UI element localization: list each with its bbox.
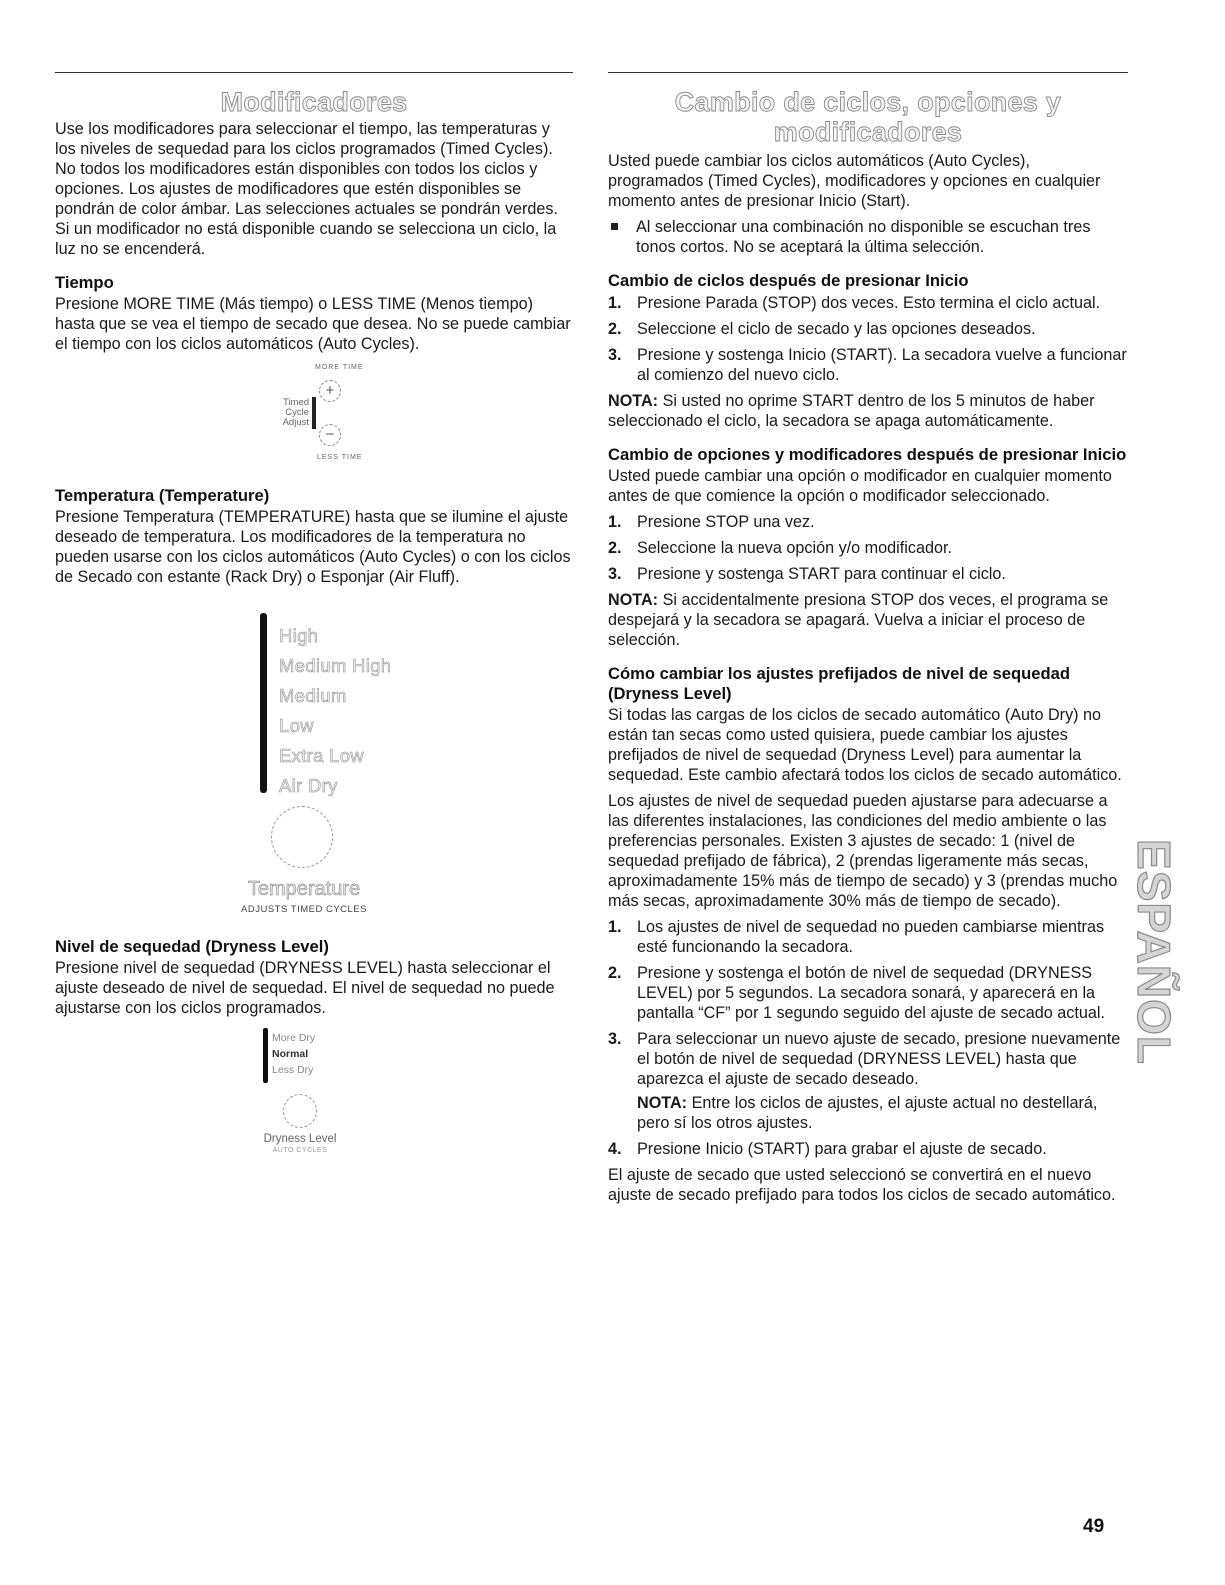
section-title-cambio: Cambio de ciclos, opciones y modificadores [674, 87, 1062, 147]
list-item: 4. Presione Inicio (START) para grabar el ajuste de secado. [608, 1140, 1047, 1158]
section2-intro: Usted puede cambiar una opción o modificador en cualquier momento antes de que comience la opción o modificador seleccionado. [608, 467, 1112, 505]
note-paragraph: NOTA: Si accidentalmente presiona STOP dos veces, el programa se despejará y la secadora se apagará. Vuelva a iniciar el proceso de selección. [608, 591, 1109, 649]
indicator-bar [260, 613, 267, 793]
list-item: 2. Presione y sostenga el botón de nivel de sequedad (DRYNESS LEVEL) por 5 segundos. La secadora sonará, y aparecerá en la pantalla “CF” por 1 segundo seguido del ajuste de secado actual. [608, 964, 1105, 1022]
heading-cambio-ciclos: Cambio de ciclos después de presionar Inicio [608, 271, 969, 290]
temperature-options [279, 621, 391, 801]
language-side-tab: ESPAÑOL [1128, 839, 1181, 1065]
tiempo-paragraph: Presione MORE TIME (Más tiempo) o LESS TIME (Menos tiempo) hasta que se vea el tiempo de secado que desea. No se puede cambiar el tiempo con los ciclos automáticos (Auto Cycles). [55, 295, 571, 353]
list-item: 2. Seleccione el ciclo de secado y las opciones deseados. [608, 320, 1036, 338]
steps-list [608, 512, 1128, 584]
indicator-bar [263, 1028, 268, 1083]
nivel-sequedad-paragraph: Presione nivel de sequedad (DRYNESS LEVEL) hasta seleccionar el ajuste deseado de nivel de sequedad. El nivel de sequedad no puede ajustarse con los ciclos programados. [55, 959, 555, 1017]
list-item: 1. Presione Parada (STOP) dos veces. Esto termina el ciclo actual. [608, 294, 1101, 312]
steps-list [608, 917, 1128, 1159]
heading-nivel-sequedad: Nivel de sequedad (Dryness Level) [55, 937, 329, 956]
temp-option: High [279, 625, 319, 646]
square-bullet-icon [611, 223, 618, 230]
temperature-button-sublabel: ADJUSTS TIMED CYCLES [241, 904, 367, 915]
dryness-option: Normal [272, 1048, 309, 1060]
temperature-illustration [55, 593, 573, 923]
intro-paragraph: Use los modificadores para seleccionar el tiempo, las temperaturas y los niveles de sequedad para los ciclos programados (Timed Cycles). No todos los modificadores están disponibles con todos los ciclos y opciones. Los ajustes de modificadores que estén disponibles se pondrán de color ámbar. Las selecciones actuales se pondrán verdes. Si un modificador no está disponible cuando se selecciona un ciclo, la luz no se encenderá. [55, 120, 559, 258]
left-column [55, 72, 573, 1176]
dryness-option: Less Dry [272, 1064, 314, 1076]
heading-cambio-opciones: Cambio de opciones y modificadores después de presionar Inicio [608, 445, 1127, 464]
list-item: 3. Presione y sostenga Inicio (START). La secadora vuelve a funcionar al comienzo del nuevo ciclo. [608, 346, 1127, 384]
list-item: 1. Los ajustes de nivel de sequedad no pueden cambiarse mientras esté funcionando la secadora. [608, 918, 1105, 956]
timed-cycle-adjust-label: Timed Cycle Adjust [282, 397, 309, 428]
closing-paragraph: El ajuste de secado que usted seleccionó se convertirá en el nuevo ajuste de secado prefijado para todos los ciclos de secado automático. [608, 1166, 1116, 1204]
dryness-button-label: Dryness Level [263, 1133, 337, 1145]
temperature-button-label: Temperature [247, 878, 361, 900]
top-rule [55, 72, 573, 73]
less-time-label: LESS TIME [317, 454, 363, 461]
section3-paragraph-2: Los ajustes de nivel de sequedad pueden ajustarse para adecuarse a las diferentes instalaciones, las condiciones del medio ambiente o las preferencias personales. Existen 3 ajustes de secado: 1 (nivel de sequedad prefijado de fábrica), 2 (prendas ligeramente más secas, aproximadamente 15% más de tiempo de secado) y 3 (prendas mucho más secas, aproximadamente 30% más de tiempo de secado). [608, 792, 1118, 910]
temp-option: Medium High [279, 655, 392, 676]
intro-paragraph: Usted puede cambiar los ciclos automáticos (Auto Cycles), programados (Timed Cycles), modificadores y opciones en cualquier momento antes de presionar Inicio (Start). [608, 152, 1101, 210]
heading-temperatura: Temperatura (Temperature) [55, 486, 270, 505]
more-time-label: MORE TIME [315, 364, 364, 371]
plus-icon: + [319, 380, 341, 402]
top-rule [608, 72, 1128, 73]
bullet-item: Al seleccionar una combinación no disponible se escuchan tres tonos cortos. No se aceptará la última selección. [608, 217, 1128, 257]
heading-ajustes-prefijados: Cómo cambiar los ajustes prefijados de nivel de sequedad (Dryness Level) [608, 664, 1070, 703]
temp-option: Air Dry [279, 775, 338, 796]
page-number: 49 [1083, 1516, 1105, 1537]
list-item: 1. Presione STOP una vez. [608, 513, 815, 531]
list-item: 3. Para seleccionar un nuevo ajuste de secado, presione nuevamente el botón de nivel de sequedad (DRYNESS LEVEL) hasta que aparezca el ajuste de secado deseado. NOTA: Entre los ciclos de ajustes, el ajuste actual no destellará, pero sí los otros ajustes. [608, 1029, 1128, 1133]
temp-option: Low [279, 715, 314, 736]
indicator-bar [312, 397, 316, 429]
dryness-button-sublabel: AUTO CYCLES [272, 1147, 328, 1154]
temp-option: Extra Low [279, 745, 364, 766]
list-item: 3. Presione y sostenga START para continuar el ciclo. [608, 565, 1006, 583]
right-column [608, 72, 1128, 1211]
list-item: 2. Seleccione la nueva opción y/o modificador. [608, 539, 952, 557]
note-paragraph: NOTA: Si usted no oprime START dentro de los 5 minutos de haber seleccionado el ciclo, la secadora se apaga automáticamente. [608, 392, 1095, 430]
dryness-option: More Dry [272, 1032, 316, 1044]
section3-paragraph-1: Si todas las cargas de los ciclos de secado automático (Auto Dry) no están tan secas como usted quisiera, puede cambiar los ajustes prefijados de nivel de sequedad (Dryness Level) para aumentar la sequedad. Este cambio afectará todos los ciclos de secado automático. [608, 706, 1122, 784]
dryness-button-icon [283, 1094, 317, 1128]
heading-tiempo: Tiempo [55, 273, 114, 292]
dryness-options [272, 1030, 315, 1078]
temp-option: Medium [279, 685, 347, 706]
section-title-modificadores: Modificadores [220, 87, 408, 117]
temperature-button-icon [271, 806, 333, 868]
temperatura-paragraph: Presione Temperatura (TEMPERATURE) hasta que se ilumine el ajuste deseado de temperatura. Los modificadores de la temperatura no pueden usarse con los ciclos automáticos (Auto Cycles) o con los ciclos de Secado con estante (Rack Dry) o Esponjar (Air Fluff). [55, 508, 571, 586]
time-adjust-illustration [55, 360, 573, 472]
steps-list [608, 293, 1128, 385]
dryness-illustration [55, 1026, 573, 1176]
minus-icon: − [319, 424, 341, 446]
step-note: NOTA: Entre los ciclos de ajustes, el ajuste actual no destellará, pero sí los otros ajustes. [637, 1094, 1098, 1132]
